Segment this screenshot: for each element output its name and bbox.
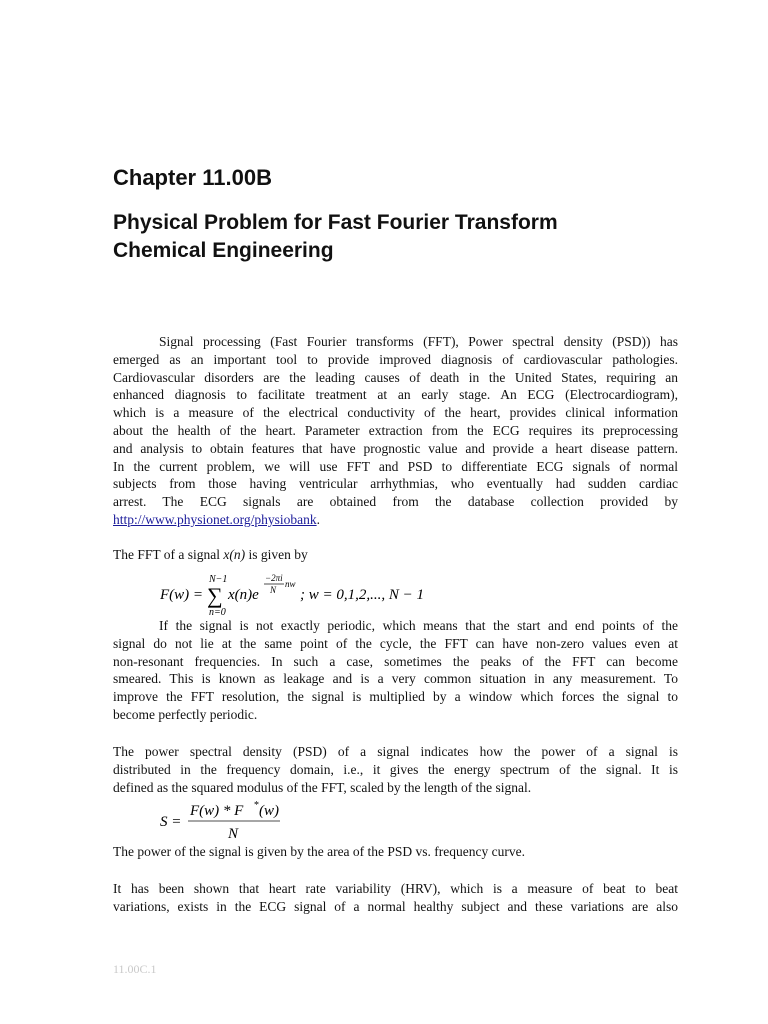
sum-upper-limit: N−1 — [209, 574, 228, 585]
paragraph-line: distributed in the frequency domain, i.e., it gives the energy spectrum of the signal. It is — [113, 761, 678, 777]
title-line-1: Physical Problem for Fast Fourier Transform — [113, 211, 558, 234]
sum-lower-limit: n=0 — [209, 607, 226, 618]
paragraph-line: non-resonant frequencies. In such a case, sometimes the peaks of the FFT can become — [113, 653, 678, 669]
paragraph-line: enhanced diagnosis to facilitate treatment at an early stage. An ECG (Electrocardiogram), — [113, 387, 678, 403]
sigma-symbol: ∑ — [207, 583, 223, 608]
fft-intro-text: The FFT of a signal — [113, 547, 224, 562]
fft-range: ; w = 0,1,2,..., N − 1 — [300, 587, 424, 603]
chapter-heading: Chapter 11.00B — [113, 165, 272, 190]
paragraph-line: Cardiovascular disorders are the leading causes of death in the United States, requiring an — [113, 369, 678, 385]
paragraph-line: subjects from those having ventricular arrhythmias, who eventually had sudden cardiac — [113, 476, 678, 492]
paragraph-line: smeared. This is known as leakage and is a very common situation in any measurement. To — [113, 671, 678, 687]
fft-intro-tail: is given by — [245, 547, 308, 562]
exponent-numerator: −2πi — [265, 573, 283, 583]
paragraph-line: In the current problem, we will use FFT and PSD to differentiate ECG signals of normal — [113, 458, 678, 474]
psd-numerator: F(w) * F — [190, 803, 244, 819]
paragraph-line: signal do not lie at the same point of the cycle, the FFT can have non-zero values even at — [113, 635, 678, 651]
power-paragraph — [113, 843, 678, 861]
fft-equation — [160, 570, 580, 618]
paragraph-line: emerged as an important tool to provide improved diagnosis of cardiovascular pathologies. — [113, 351, 678, 367]
intro-paragraph — [113, 333, 678, 529]
psd-lhs: S = — [160, 814, 182, 830]
conjugate-star: * — [254, 800, 259, 811]
psd-denominator: N — [228, 826, 239, 842]
psd-equation — [160, 800, 360, 844]
paragraph-line: If the signal is not exactly periodic, which means that the start and end points of the — [159, 618, 678, 633]
signal-variable: x(n) — [223, 547, 246, 562]
paragraph-line: variations, exists in the ECG signal of a normal healthy subject and these variations are also — [113, 898, 678, 914]
paragraph-line: become perfectly periodic. — [113, 706, 258, 722]
page-footer: 11.00C.1 — [113, 962, 157, 976]
paragraph-line — [113, 511, 678, 529]
paragraph-line: which is a measure of the electrical conductivity of the heart, provides clinical information — [113, 405, 678, 421]
fft-intro-line — [113, 546, 308, 564]
sum-body: x(n)e — [228, 587, 259, 603]
exponent-denominator: N — [270, 585, 277, 595]
paragraph-line: defined as the squared modulus of the FFT, scaled by the length of the signal. — [113, 779, 532, 795]
paragraph-line: The power spectral density (PSD) of a signal indicates how the power of a signal is — [113, 744, 678, 759]
paragraph-line: improve the FFT resolution, the signal is multiplied by a window which forces the signal to — [113, 689, 678, 705]
psd-paragraph — [113, 743, 678, 796]
paragraph-line: about the health of the heart. Parameter extraction from the ECG requires its preprocessing — [113, 422, 678, 438]
title-line-2: Chemical Engineering — [113, 239, 334, 262]
psd-numerator-tail: (w) — [259, 803, 279, 819]
exponent-tail: nw — [285, 579, 296, 589]
paragraph-line: The power of the signal is given by the area of the PSD vs. frequency curve. — [113, 844, 526, 859]
paragraph-line: and analysis to obtain features that have prognostic value and provide a heart disease pattern. — [113, 440, 678, 456]
hrv-paragraph — [113, 880, 678, 916]
paragraph-line: Signal processing (Fast Fourier transforms (FFT), Power spectral density (PSD)) has — [159, 334, 678, 349]
fft-lhs: F(w) = — [160, 587, 204, 603]
link-suffix: . — [316, 511, 320, 527]
leakage-paragraph — [113, 617, 678, 724]
paragraph-line: It has been shown that heart rate variability (HRV), which is a measure of beat to beat — [113, 881, 678, 896]
paragraph-line: arrest. The ECG signals are obtained from the database collection provided by — [113, 494, 678, 510]
physiobank-link[interactable]: http://www.physionet.org/physiobank — [113, 511, 317, 527]
page-title — [113, 209, 673, 265]
